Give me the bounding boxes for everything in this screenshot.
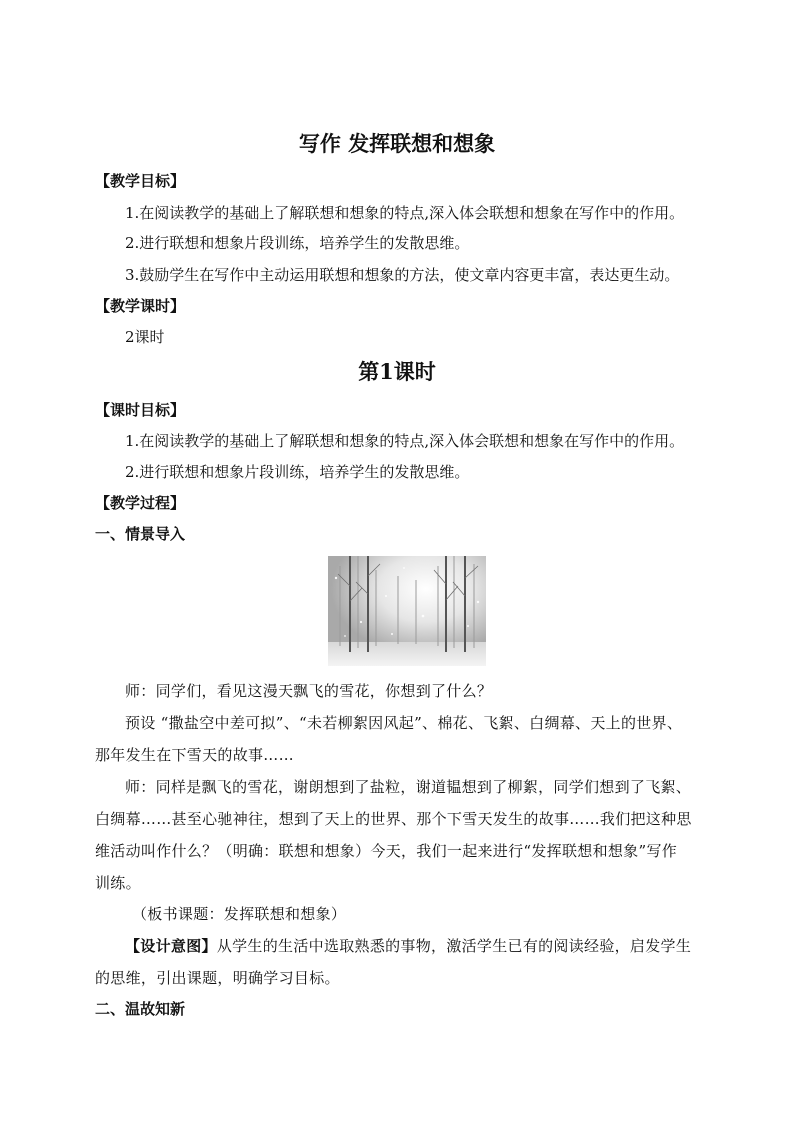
teacher-line-3: 维活动叫作什么？（明确：联想和想象）今天，我们一起来进行“发挥联想和想象”写作 [95, 842, 678, 860]
snowy-forest-image [328, 556, 486, 666]
class-hours-value: 2课时 [125, 328, 165, 346]
design-intent-label: 【设计意图】 [125, 937, 217, 955]
process-heading: 【教学过程】 [95, 494, 186, 512]
teaching-goal-1: 1.在阅读教学的基础上了解联想和想象的特点,深入体会联想和想象在写作中的作用。 [125, 204, 685, 222]
design-intent-text: 从学生的生活中选取熟悉的事物，激活学生已有的阅读经验，启发学生 [216, 937, 692, 955]
page-title: 写作 发挥联想和想象 [298, 131, 496, 156]
snowy-birch-forest-photo-icon [328, 556, 486, 666]
section-1-heading: 一、情景导入 [95, 525, 186, 543]
lesson-title: 第1课时 [358, 359, 436, 384]
design-intent-line-1 [95, 936, 750, 956]
teaching-goal-3: 3.鼓励学生在写作中主动运用联想和想象的方法，使文章内容更丰富，表达更生动。 [125, 266, 680, 284]
design-intent-line-2: 的思维，引出课题，明确学习目标。 [95, 969, 340, 987]
teacher-question: 师：同学们，看见这漫天飘飞的雪花，你想到了什么？ [125, 682, 493, 700]
teaching-goal-2: 2.进行联想和想象片段训练，培养学生的发散思维。 [125, 234, 470, 252]
section-2-heading: 二、温故知新 [95, 1000, 186, 1018]
teaching-goals-heading: 【教学目标】 [95, 172, 186, 190]
preset-line-2: 那年发生在下雪天的故事…… [95, 746, 294, 764]
lesson-goal-2: 2.进行联想和想象片段训练，培养学生的发散思维。 [125, 463, 470, 481]
lesson-goals-heading: 【课时目标】 [95, 401, 186, 419]
teacher-line-4: 训练。 [95, 874, 141, 892]
class-hours-heading: 【教学课时】 [95, 297, 186, 315]
board-topic: （板书课题：发挥联想和想象） [132, 905, 347, 923]
teacher-line-1: 师：同样是飘飞的雪花，谢朗想到了盐粒，谢道韫想到了柳絮，同学们想到了飞絮、 [125, 778, 692, 796]
preset-line-1: 预设 “撒盐空中差可拟”、“未若柳絮因风起”、棉花、飞絮、白绸幕、天上的世界、 [125, 714, 683, 732]
lesson-goal-1: 1.在阅读教学的基础上了解联想和想象的特点,深入体会联想和想象在写作中的作用。 [125, 432, 685, 450]
teacher-line-2: 白绸幕……甚至心驰神往，想到了天上的世界、那个下雪天发生的故事……我们把这种思 [95, 810, 692, 828]
